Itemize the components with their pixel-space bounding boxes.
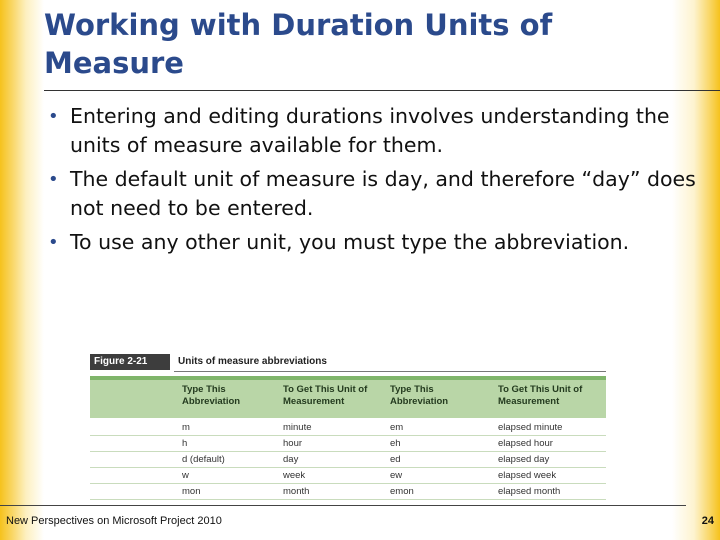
table-cell: d (default) [182,454,225,465]
page-number: 24 [701,515,714,527]
figure-header [90,352,606,372]
footer-divider [0,505,686,506]
footer-text: New Perspectives on Microsoft Project 2010 [6,515,222,527]
table-cell: elapsed minute [498,422,563,433]
bullet-text: To use any other unit, you must type the abbreviation. [70,230,630,254]
table-row [90,468,606,484]
figure-label: Figure 2-21 [90,354,170,370]
column-header: To Get This Unit of Measurement [283,384,368,407]
bullet-text: Entering and editing durations involves understanding the units of measure available for them. [70,104,670,157]
column-header: Type This Abbreviation [390,384,449,407]
table-cell: eh [390,438,401,449]
table-cell: em [390,422,404,433]
title-divider [44,90,720,91]
bullet-icon: • [48,169,59,190]
units-table [90,376,606,502]
units-figure [90,352,606,502]
table-header-row [90,376,606,418]
table-cell: m [182,422,190,433]
table-cell: elapsed week [498,470,557,481]
figure-caption: Units of measure abbreviations [178,356,327,367]
table-cell: elapsed hour [498,438,553,449]
bullet-list [48,102,698,262]
bullet-icon: • [48,106,59,127]
bullet-item [48,102,698,160]
table-cell: h [182,438,188,449]
table-cell: elapsed month [498,486,561,497]
table-cell: mon [182,486,201,497]
table-cell: day [283,454,299,465]
table-cell: month [283,486,310,497]
table-row [90,420,606,436]
column-header: Type This Abbreviation [182,384,241,407]
table-cell: ew [390,470,403,481]
bullet-icon: • [48,232,59,253]
table-row [90,484,606,500]
table-row [90,436,606,452]
figure-caption-divider [174,371,606,372]
table-cell: hour [283,438,303,449]
table-cell: ed [390,454,401,465]
slide-title: Working with Duration Units of Measure [44,8,553,80]
table-cell: w [182,470,189,481]
bullet-text: The default unit of measure is day, and therefore “day” does not need to be entered. [70,167,696,220]
table-cell: emon [390,486,414,497]
table-cell: minute [283,422,312,433]
table-row [90,452,606,468]
table-cell: week [283,470,306,481]
bullet-item [48,165,698,223]
table-cell: elapsed day [498,454,550,465]
column-header: To Get This Unit of Measurement [498,384,583,407]
bullet-item [48,228,698,257]
